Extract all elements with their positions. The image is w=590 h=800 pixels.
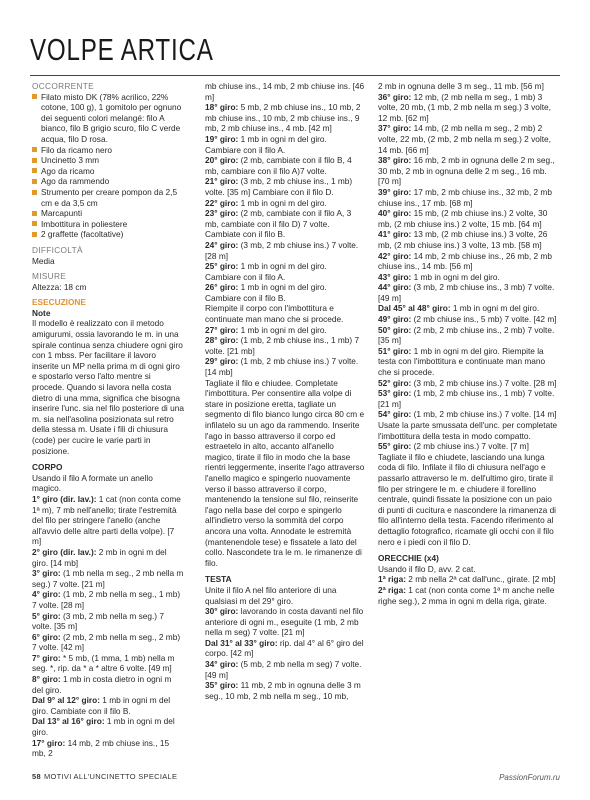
- row-text: (3 mb, 2 mb chiuse ins., 1 mb) volte. [35 m] Cambiare con il filo D.: [205, 176, 353, 197]
- row-label: 40° giro:: [378, 208, 412, 219]
- instruction-row: [378, 346, 558, 378]
- row-label: 1° giro (dir. lav.):: [32, 493, 97, 504]
- difficolta-value: Media: [32, 255, 55, 266]
- corpo-rows: [32, 494, 184, 759]
- note-text: Il modello è realizzato con il metodo amigurumi, ossia lavorando le m. in una spirale continua senza chiudere ogni giro con 1 mbss. Per facilitare il lavoro inserite un MP nella prima m di ogni giro e spostarlo verso l'alto mentre si procede. Quando si lavora nella costa dietro di una mma, significa che bisogna inserire l'unc. sia nel filo posteriore di una m. sia nell'asolina posizionata sul retro della stessa m. Usate i fili di chiusura (code) per cucire le varie parti in posizione.: [32, 318, 184, 456]
- row-text: 5 mb, 2 mb chiuse ins., 10 mb, 2 mb chiuse ins., 10 mb, 2 mb chiuse ins., 9 mb, 2 mb chiuse ins., 4 mb. [42 m]: [205, 102, 361, 134]
- row-text: 1 mb in ogni m del giro. Cambiare con il filo B.: [205, 282, 327, 303]
- row-label: 8° giro:: [32, 674, 61, 685]
- instruction-row: [205, 606, 365, 638]
- instruction-row: [205, 325, 365, 336]
- row-label: 4° giro:: [32, 589, 61, 600]
- row-text: (1 mb, 2 mb chiuse ins.) 7 volte. [14 m]: [411, 409, 557, 420]
- instruction-row: [205, 208, 365, 240]
- row-label: 2° giro (dir. lav.):: [32, 546, 97, 557]
- orecchie-intro: Usando il filo D, avv. 2 cat.: [378, 563, 476, 574]
- instruction-row: [205, 134, 365, 155]
- instruction-row: [205, 335, 365, 356]
- row-text: 1 mb in costa dietro in ogni m del giro.: [32, 674, 172, 695]
- row-label: 49° giro:: [378, 314, 412, 325]
- instruction-row: [32, 547, 184, 568]
- instruction-row: [378, 251, 558, 272]
- row-label: 6° giro:: [32, 631, 61, 642]
- row-label: 43° giro:: [378, 271, 412, 282]
- row-text: (2 mb, cambiate con il filo A, 3 mb, cambiate con il filo D) 7 volte. Cambiate con il filo B.: [205, 208, 352, 240]
- orecchie-rows: [378, 574, 558, 606]
- row-label: 39° giro:: [378, 186, 412, 197]
- corpo-rows-end: [205, 325, 365, 378]
- row-label: 55° giro:: [378, 441, 412, 452]
- instruction-row: [32, 611, 184, 632]
- row-text: 1 mb in ogni m del giro. Cambiare con il filo A.: [205, 261, 327, 282]
- instruction-row: [378, 92, 558, 124]
- row-label: Dal 45° al 48° giro:: [378, 303, 451, 314]
- row-text: 14 mb, (2 mb nella m seg., 2 mb) 2 volte, 22 mb, (2 mb, 2 mb nella m seg.) 2 volte, 14 mb. [66 m]: [378, 123, 551, 155]
- material-text: Ago da rammendo: [41, 176, 110, 187]
- testa-rows-continued: [378, 92, 558, 420]
- difficolta-heading: DIFFICOLTÀ: [32, 244, 83, 255]
- row-text: (1 mb, 2 mb nella m seg., 1 mb) 7 volte. [28 m]: [32, 589, 181, 610]
- material-text: Imbottitura in poliestere: [41, 218, 128, 229]
- instruction-row: [32, 674, 184, 695]
- instruction-row: [378, 388, 558, 409]
- instruction-row: [378, 123, 558, 155]
- material-text: Ago da ricamo: [41, 165, 95, 176]
- row-55: [378, 441, 558, 452]
- column-2: [205, 81, 365, 701]
- row-text: (3 mb, 2 mb chiuse ins.) 7 volte. [28 m]: [205, 239, 359, 261]
- row-text: (2 mb, 2 mb chiuse ins., 2 mb) 7 volte. [35 m]: [378, 324, 555, 346]
- row-text: (3 mb, 2 mb chiuse ins.) 7 volte. [28 m]: [411, 377, 557, 388]
- instruction-row: [378, 325, 558, 346]
- corpo-heading: CORPO: [32, 462, 63, 473]
- row-label: 28° giro:: [205, 335, 239, 346]
- page-number: 58: [32, 772, 41, 781]
- instruction-row: [378, 155, 558, 187]
- bullet-square-icon: [32, 221, 37, 226]
- material-item: [32, 229, 184, 240]
- page-title: VOLPE ARTICA: [30, 32, 214, 67]
- row-text: 11 mb, 2 mb in ognuna delle 3 m seg., 10 mb, 2 mb nella m seg., 10 mb,: [205, 680, 361, 701]
- material-item: [32, 176, 184, 187]
- bullet-square-icon: [32, 147, 37, 152]
- instruction-row: [32, 632, 184, 653]
- material-item: [32, 166, 184, 177]
- row-text: 1 cat (non conta come 1ª m anche nelle righe seg.), 2 mma in ogni m della riga, girate.: [378, 584, 555, 606]
- row-text: 14 mb, 2 mb chiuse ins., 15 mb, 2: [32, 737, 170, 759]
- row-label: 18° giro:: [205, 102, 239, 113]
- row-label: 50° giro:: [378, 324, 412, 335]
- stuffing-note: Riempite il corpo con l'imbottitura e continuate man mano che si procede.: [205, 303, 344, 325]
- row-text: 1 mb in ogni m del giro. Cambiare con il filo A.: [205, 133, 327, 155]
- instruction-row: [205, 102, 365, 134]
- row-text: 15 mb, (2 mb chiuse ins.) 2 volte, 30 mb, (2 mb chiuse ins.) 2 volte, 15 mb. [64 m]: [378, 208, 548, 229]
- row-text: (3 mb, 2 mb nella m seg.) 7 volte. [35 m]: [32, 610, 164, 632]
- row-text: (1 mb, 2 mb chiuse ins., 1 mb) 7 volte. [21 m]: [378, 388, 555, 409]
- instruction-row: [32, 494, 184, 547]
- instruction-row: [378, 229, 558, 250]
- instruction-row: [32, 738, 184, 759]
- row-text: (3 mb, 2 mb chiuse ins., 3 mb) 7 volte. [49 m]: [378, 282, 555, 303]
- row-text: (5 mb, 2 mb nella m seg) 7 volte. [49 m]: [205, 659, 362, 680]
- misure-value: Altezza: 18 cm: [32, 281, 87, 292]
- row-label: 42° giro:: [378, 250, 412, 261]
- instruction-row: [205, 176, 365, 197]
- page-footer: [32, 772, 177, 781]
- bullet-square-icon: [32, 94, 37, 99]
- instruction-row: [32, 695, 184, 716]
- instruction-row: [378, 314, 558, 325]
- instruction-row: [378, 208, 558, 229]
- material-text: Uncinetto 3 mm: [41, 155, 100, 166]
- row-label: 23° giro:: [205, 208, 239, 219]
- materials-list: [32, 92, 184, 240]
- instruction-row: [205, 240, 365, 261]
- row-label: 53° giro:: [378, 388, 412, 399]
- row-label: 30° giro:: [205, 606, 239, 617]
- material-text: 2 graffette (facoltative): [41, 229, 124, 240]
- closing-text: Tagliate il filo e chiudete, lasciando una lunga coda di filo. Infilate il filo di chiusura nell'ago e passarlo attraverso le m. dell'ultimo giro, tirate il filo per stringere le m. e chiudere il forellino centrale, quindi fissate la posizione con un paio di punti di cucitura e nascondere la rimanenza di filo all'interno della testa. Facendo riferimento al dettaglio fotografico, ricamate gli occhi con il filo nero e i piedi con il filo D.: [378, 451, 557, 547]
- instruction-row: [378, 303, 558, 314]
- instruction-row: [32, 589, 184, 610]
- bullet-square-icon: [32, 168, 37, 173]
- instruction-row: [378, 272, 558, 283]
- muzzle-text: Usate la parte smussata dell'unc. per completate l'imbottitura della testa in modo compatto.: [378, 420, 558, 441]
- instruction-row: [205, 680, 365, 701]
- row-label: 36° giro:: [378, 91, 412, 102]
- column-1: [32, 81, 184, 759]
- row-label: 2ª riga:: [378, 584, 406, 595]
- row-text: 2 mb in ogni m del giro. [14 mb]: [32, 546, 167, 568]
- row-label: 5° giro:: [32, 610, 61, 621]
- bullet-square-icon: [32, 158, 37, 163]
- instruction-row: [378, 574, 558, 585]
- instruction-row: [378, 409, 558, 420]
- instruction-row: [32, 653, 184, 674]
- row-text: 13 mb, (2 mb chiuse ins.) 3 volte, 26 mb, (2 mb chiuse ins.) 3 volte, 13 mb. [58 m]: [378, 229, 548, 250]
- esecuzione-heading: ESECUZIONE: [32, 297, 86, 308]
- row-label: 27° giro:: [205, 324, 239, 335]
- instruction-row: [378, 378, 558, 389]
- material-text: Filo da ricamo nero: [41, 144, 113, 155]
- row-text: 14 mb, 2 mb chiuse ins., 26 mb, 2 mb chiuse ins., 14 mb. [56 m]: [378, 250, 552, 272]
- instruction-row: [205, 282, 365, 303]
- row-text: 1 mb in ogni m del giro.: [450, 303, 540, 314]
- row-text: 16 mb, 2 mb in ognuna delle 2 m seg., 30 mb, 2 mb in ognuna delle 2 m seg., 16 mb. [70 m]: [378, 155, 555, 187]
- row-label: Dal 9° al 12° giro:: [32, 695, 100, 706]
- instruction-row: [205, 356, 365, 377]
- row-label: 29° giro:: [205, 356, 239, 367]
- material-item: [32, 219, 184, 230]
- instruction-row: [378, 585, 558, 606]
- row-label: 21° giro:: [205, 176, 239, 187]
- row-text: 12 mb, (2 mb nella m seg., 1 mb) 3 volte, 20 mb, (1 mb, 2 mb nella m seg.) 3 volte, 12 mb. [62 m]: [378, 91, 551, 123]
- bullet-square-icon: [32, 190, 37, 195]
- material-text: Strumento per creare pompon da 2,5 cm e da 3,5 cm: [41, 186, 178, 208]
- material-text: Filato misto DK (78% acrilico, 22% cotone, 100 g), 1 gomitolo per ognuno dei seguenti colori melangé: filo A bianco, filo B grigio scuro, filo C verde acqua, filo D rosa.: [41, 91, 182, 144]
- row-label: 34° giro:: [205, 659, 239, 670]
- row-label: 19° giro:: [205, 133, 239, 144]
- row-label: 35° giro:: [205, 680, 239, 691]
- row-text: 2 mb nella 2ª cat dall'unc., girate. [2 mb]: [405, 574, 556, 585]
- title-rule: [30, 75, 560, 76]
- instruction-row: [32, 568, 184, 589]
- corpo-rows-continued: [205, 102, 365, 303]
- row-text: (1 mb, 2 mb chiuse ins., 1 mb) 7 volte. [21 mb]: [205, 335, 360, 356]
- row-label: Dal 31° al 33° giro:: [205, 637, 278, 648]
- material-item: [32, 187, 184, 208]
- row-text: (2 mb, cambiate con il filo B, 4 mb, cambiare con il filo A)7 volte.: [205, 155, 352, 176]
- row-label: 26° giro:: [205, 282, 239, 293]
- row-text: lavorando in costa davanti nel filo anteriore di ogni m., eseguite (1 mb, 2 mb nella m seg) 7 volte. [21 m]: [205, 606, 364, 638]
- row-text: 1 cat (non conta come 1ª m), 7 mb nell'anello; tirate l'estremità del filo per stringere l'anello (anche all'avvio delle altre parti della volpe). [7 m]: [32, 493, 181, 547]
- testa-intro: Unite il filo A nel filo anteriore di una qualsiasi m del 29° giro.: [205, 584, 337, 606]
- row-label: 1ª riga:: [378, 574, 406, 585]
- occorrente-heading: OCCORRENTE: [32, 81, 95, 91]
- instruction-row: [205, 261, 365, 282]
- row-label: 3° giro:: [32, 568, 61, 579]
- row-text: (1 mb nella m seg., 2 mb nella m seg.) 7 volte. [21 m]: [32, 568, 184, 589]
- testa-continuation: 2 mb in ognuna delle 3 m seg., 11 mb. [56 m]: [378, 81, 544, 91]
- row-label: 22° giro:: [205, 197, 239, 208]
- row-text: rip. dal 4° al 6° giro del corpo. [42 m]: [205, 637, 364, 659]
- bullet-square-icon: [32, 179, 37, 184]
- instruction-row: [378, 187, 558, 208]
- bullet-square-icon: [32, 232, 37, 237]
- row-text: 1 mb in ogni m del giro.: [411, 271, 500, 282]
- row-label: 20° giro:: [205, 155, 239, 166]
- row-text: * 5 mb, (1 mma, 1 mb) nella m seg. *, rip. da * a * altre 6 volte. [49 m]: [32, 652, 175, 674]
- row-label: 17° giro:: [32, 737, 66, 748]
- row-label: 51° giro:: [378, 345, 412, 356]
- instruction-row: [32, 716, 184, 737]
- bullet-square-icon: [32, 211, 37, 216]
- instruction-row: [205, 155, 365, 176]
- row-text: (2 mb, 2 mb nella m seg., 2 mb) 7 volte. [42 m]: [32, 631, 181, 653]
- row-label: 25° giro:: [205, 261, 239, 272]
- row-text: 1 mb in ogni m del giro. Cambiate con il filo B.: [32, 695, 171, 716]
- row-text: 1 mb in ogni m del giro.: [238, 197, 327, 208]
- instruction-row: [205, 638, 365, 659]
- column-3: [378, 81, 558, 606]
- material-item: [32, 145, 184, 156]
- row-text: 1 mb in ogni m del giro. Riempite la testa con l'imbottitura e continuate man mano che si procede.: [378, 345, 546, 378]
- row-label: 44° giro:: [378, 282, 412, 293]
- instruction-row: [205, 659, 365, 680]
- row-text: (2 mb chiuse ins.) 7 volte. [7 m]: [411, 441, 529, 452]
- material-item: [32, 208, 184, 219]
- row-text: (1 mb, 2 mb chiuse ins.) 7 volte. [14 mb]: [205, 356, 359, 378]
- row-text: (2 mb chiuse ins., 5 mb) 7 volte. [42 m]: [411, 314, 557, 325]
- material-text: Marcapunti: [41, 208, 83, 219]
- row-text: 1 mb in ogni m del giro.: [32, 716, 175, 738]
- row-text: 17 mb, 2 mb chiuse ins., 32 mb, 2 mb chiuse ins., 17 mb. [68 m]: [378, 186, 552, 208]
- testa-heading: TESTA: [205, 574, 232, 585]
- watermark: PassionForum.ru: [499, 773, 560, 782]
- finishing-text: Tagliate il filo e chiudee. Completate l'imbottitura. Per consentire alla volpe di stare in posizione eretta, tagliate un segmento di filo bianco lungo circa 80 cm e infilatelo su un ago da rammendo. Inserite l'ago in basso attraverso il corpo ed estraetelo in alto, accanto all'anello magico, tirate il filo in modo che la base rientri leggermente, inserite l'ago attraverso l'anello magico e spingerlo nuovamente verso il basso attraverso il corpo, mantenendo la tensione sul filo, reinserite l'ago nella base del corpo e spingerlo all'indietro verso la sommità del corpo ancora una volta. Annodate le estremità (mantenendole tese) e fissatele a lato del collo. Nascondete tra le m. le rimanenze di filo.: [205, 377, 365, 568]
- row-label: 52° giro:: [378, 377, 412, 388]
- row-text: 1 mb in ogni m del giro.: [238, 324, 327, 335]
- magazine-name: MOTIVI ALL'UNCINETTO SPECIALE: [43, 772, 178, 781]
- row-label: 7° giro:: [32, 652, 61, 663]
- row-label: 37° giro:: [378, 123, 412, 134]
- row-label: 24° giro:: [205, 239, 239, 250]
- testa-rows: [205, 606, 365, 701]
- orecchie-heading: ORECCHIE (x4): [378, 553, 439, 564]
- corpo-intro: Usando il filo A formate un anello magico.: [32, 472, 153, 494]
- row-label: Dal 13° al 16° giro:: [32, 716, 105, 727]
- misure-heading: MISURE: [32, 271, 67, 282]
- row-label: 38° giro:: [378, 155, 412, 166]
- material-item: [32, 155, 184, 166]
- row-label: 54° giro:: [378, 409, 412, 420]
- instruction-row: [378, 282, 558, 303]
- note-heading: Note: [32, 307, 51, 318]
- row-label: 41° giro:: [378, 229, 412, 240]
- instruction-row: [205, 198, 365, 209]
- body-continuation: mb chiuse ins., 14 mb, 2 mb chiuse ins. [46 m]: [205, 81, 365, 102]
- material-item: [32, 92, 184, 145]
